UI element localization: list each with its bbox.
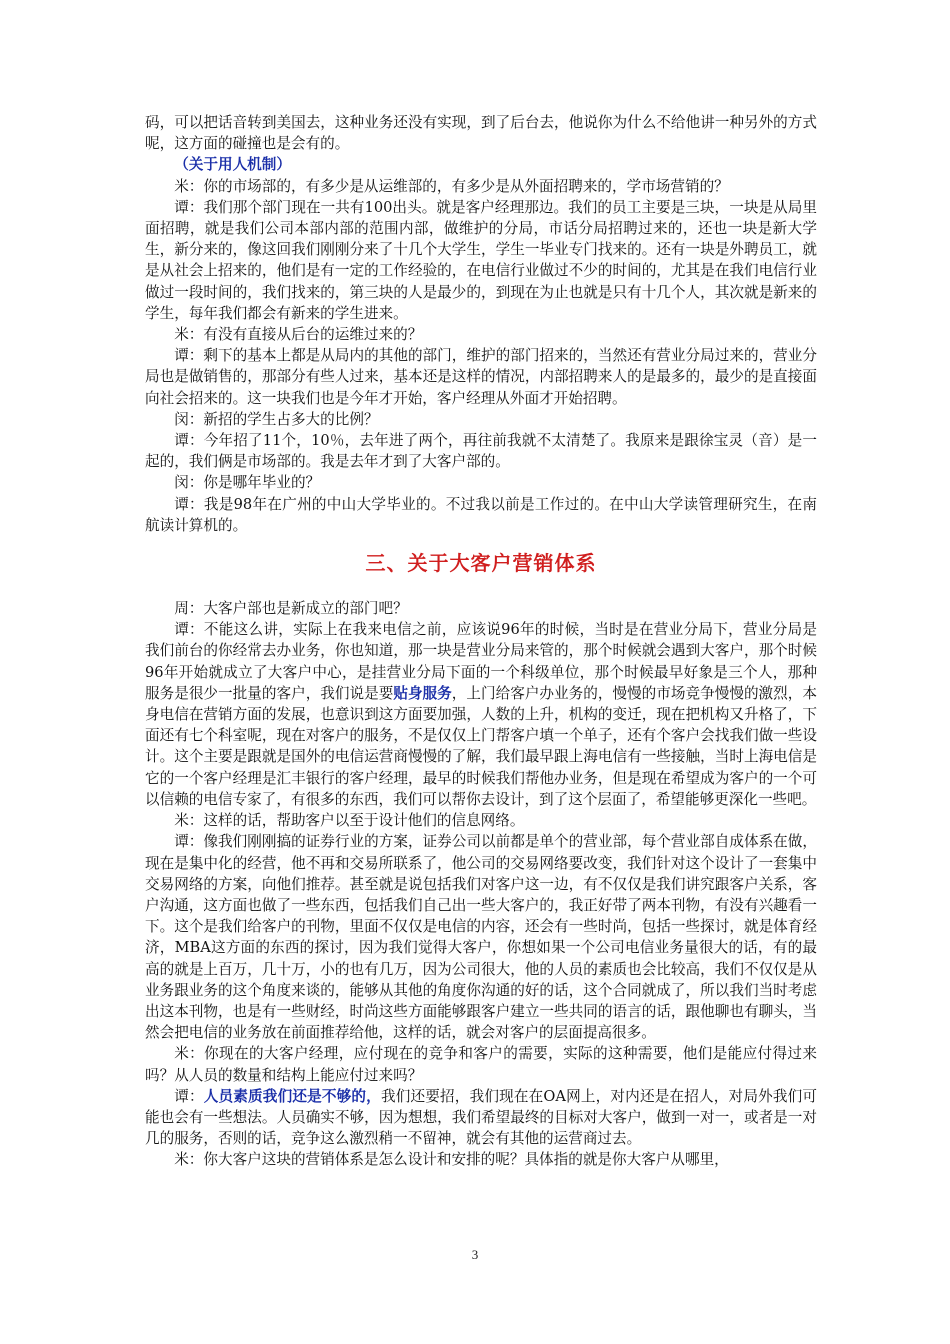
paragraph: 谭：剩下的基本上都是从局内的其他的部门，维护的部门招来的，当然还有营业分局过来的，营业分局也是做销售的，那部分有些人过来，基本还是这样的情况，内部招聘来人的是最多的，最少的是直接面向社会招来的。这一块我们也是今年才开始，客户经理从外面才开始招聘。 (145, 347, 817, 407)
paragraph: 周：大客户部也是新成立的部门吧？ (174, 600, 408, 618)
paragraph-text: ，上门给客户办业务的，慢慢的市场竞争慢慢的激烈，本身电信在营销方面的发展，也意识到这方面要加强，人数的上升，机构的变迁，现在把机构又升格了，下面还有七个科室呢，现在对客户的服务，不是仅仅上门帮客户填一个单子，还有个客户会找我们做一些设计。这个主要是跟就是国外的电信运营商慢慢的了解，我们最早跟上海电信有一些接触，当时上海电信是它的一个客户经理是汇丰银行的客户经理，最早的时候我们帮他办业务，但是现在希望成为客户的一个可以信赖的电信专家了，有很多的东西，我们可以帮你去设计，到了这个层面了，希望能够更深化一些吧。 (145, 684, 817, 808)
paragraph-with-highlight (145, 1086, 817, 1150)
paragraph: 谭：今年招了11个，10％，去年进了两个，再往前我就不太清楚了。我原来是跟徐宝灵（音）是一起的，我们俩是市场部的。我是去年才到了大客户部的。 (145, 432, 817, 471)
paragraph: 米：你现在的大客户经理，应付现在的竞争和客户的需要，实际的这种需要，他们是能应付得过来吗？从人员的数量和结构上能应付过来吗？ (145, 1045, 817, 1084)
subheading-hiring: （关于用人机制） (174, 156, 291, 174)
paragraph-with-highlight (145, 619, 817, 810)
paragraph: 谭：像我们刚刚搞的证券行业的方案，证券公司以前都是单个的营业部，每个营业部自成体系在做，现在是集中化的经营，他不再和交易所联系了，他公司的交易网络要改变，我们针对这个设计了一套集中交易网络的方案，向他们推荐。甚至就是说包括我们对客户这一边，有不仅仅是我们讲究跟客户关系，客户沟通，这方面也做了一些东西，包括我们自己出一些大客户的，我正好带了两本刊物，有没有兴趣看一下。这个是我们给客户的刊物，里面不仅仅是电信的内容，还会有一些时尚，包括一些探讨，就是体育经济，MBA这方面的东西的探讨，因为我们觉得大客户，你想如果一个公司电信业务量很大的话，有的最高的就是上百万，几十万，小的也有几万，因为公司很大，他的人员的素质也会比较高，我们不仅仅是从业务跟业务的这个角度来谈的，能够从其他的角度你沟通的好的话，这个合同就成了，所以我们当时考虑出这本刊物，也是有一些财经，时尚这些方面能够跟客户建立一些共同的语言的话，跟他聊也有聊头，当然会把电信的业务放在前面推荐给他，这样的话，就会对客户的层面提高很多。 (145, 833, 817, 1042)
paragraph: 闵：新招的学生占多大的比例？ (174, 410, 379, 428)
section-title: 三、关于大客户营销体系 (365, 551, 597, 576)
document-body (145, 112, 817, 1171)
paragraph: 谭：我是98年在广州的中山大学毕业的。不过我以前是工作过的。在中山大学读管理研究生，在南航读计算机的。 (145, 495, 817, 534)
page-number: 3 (471, 1247, 479, 1262)
paragraph-text: 谭： (174, 1087, 204, 1105)
paragraph: 米：你的市场部的，有多少是从运维部的，有多少是从外面招聘来的，学市场营销的？ (174, 177, 729, 195)
paragraph: 闵：你是哪年毕业的？ (174, 474, 321, 492)
paragraph-text: 我们还要招，我们现在在OA网上，对内还是在招人，对局外我们可能也会有一些想法。人员确实不够，因为想想，我们希望最终的目标对大客户，做到一对一，或者是一对几的服务，否则的话，竞争这么激烈稍一不留神，就会有其他的运营商过去。 (145, 1087, 817, 1148)
paragraph: 米：有没有直接从后台的运维过来的？ (174, 326, 423, 344)
paragraph: 谭：我们那个部门现在一共有100出头。就是客户经理那边。我们的员工主要是三块，一块是从局里面招聘，就是我们公司本部内部的范围内部，做维护的分局，市话分局招聘过来的，还也一块是新大学生，新分来的，像这回我们刚刚分来了十几个大学生，学生一毕业专门找来的。还有一块是外聘员工，就是从社会上招来的，他们是有一定的工作经验的，在电信行业做过不少的时间的，尤其是在我们电信行业做过一段时间的，我们找来的，第三块的人是最少的，到现在为止也就是只有十几个人，其次就是新来的学生，每年我们都会有新来的学生进来。 (145, 198, 817, 322)
highlight-text: 贴身服务 (393, 684, 452, 702)
paragraph-text: 谭：不能这么讲，实际上在我来电信之前，应该说96年的时候，当时是在营业分局下，营业分局是我们前台的你经常去办业务，你也知道，那一块是营业分局来管的，那个时候就会遇到大客户，那个时候96年开始就成立了大客户中心，是挂营业分局下面的一个科级单位，那个时候最早好象是三个人，那种服务是很少一批量的客户，我们说是要 (145, 621, 817, 702)
highlight-text: 人员素质我们还是不够的， (203, 1087, 381, 1105)
paragraph: 米：你大客户这块的营销体系是怎么设计和安排的呢？具体指的就是你大客户从哪里， (174, 1151, 729, 1169)
paragraph: 米：这样的话，帮助客户以至于设计他们的信息网络。 (174, 812, 525, 830)
paragraph-continued: 码，可以把话音转到美国去，这种业务还没有实现，到了后台去，他说你为什么不给他讲一种另外的方式呢，这方面的碰撞也是会有的。 (145, 114, 817, 153)
